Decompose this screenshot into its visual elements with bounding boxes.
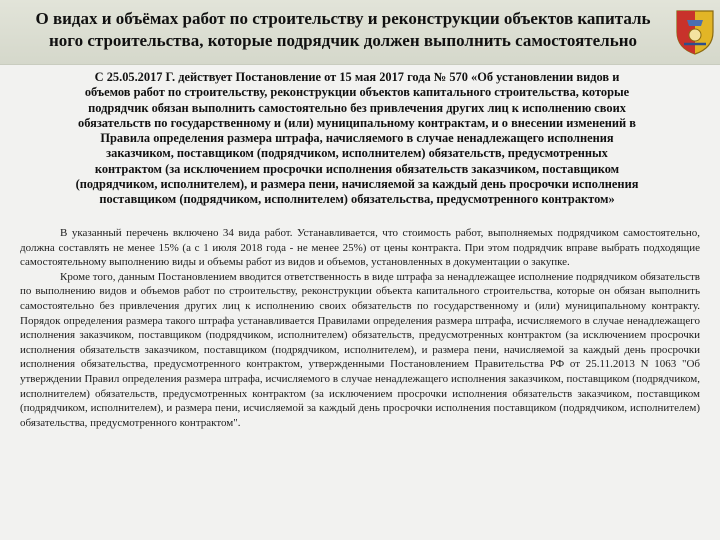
slide-title-line-2: ного строительства, которые подрядчик должен выполнить самостоятельно <box>49 31 637 50</box>
body-paragraph: Кроме того, данным Постановлением вводится ответственность в виде штрафа за ненадлежащее исполнение подрядчиком обязательств по выполнению видов и объемов работ по строительству, реконструкции объекта капитального строительства, которые он обязан выполнить самостоятельно без привлечения других лиц к исполнению своих обязательств по государственному и (или) муниципальному контракту. Порядок определения размера такого штрафа устанавливается Правилами определения размера штрафа, исчисляемого в случае ненадлежащего исполнения заказчиком, поставщиком (подрядчиком, исполнителем) обязательств, предусмотренных контрактом (за исключением просрочки исполнения обязательств заказчиком, поставщиком (подрядчиком, исполнителем), и размера пени, начисляемой за каждый день просрочки исполнения обязательства, предусмотренного контрактом, утвержденными Постановлением Правительства РФ от 25.11.2013 N 1063 "Об утверждении Правил определения размера штрафа, исчисляемого в случае ненадлежащего исполнения заказчиком, поставщиком (подрядчиком, исполнителем) обязательств, предусмотренных контрактом (за исключением просрочки исполнения обязательств заказчиком, поставщиком (подрядчиком, исполнителем), и размера пени, исчисляемой за каждый день просрочки исполнения поставщиком (подрядчиком, исполнителем) обязательства, предусмотренного контрактом". <box>20 270 700 429</box>
lead-line: Правила определения размера штрафа, начисляемого в случае ненадлежащего исполнения <box>100 131 614 146</box>
lead-line: (подрядчиком, исполнителем), и размера пени, начисляемой за каждый день просрочки исполнения <box>75 177 639 192</box>
lead-line: заказчиком, поставщиком (подрядчиком, исполнителем) обязательств, предусмотренных <box>106 146 608 161</box>
lead-line: обязательств по государственному и (или) муниципальному контрактам, и о внесении изменений в <box>78 115 636 130</box>
lead-line: поставщиком (подрядчиком, исполнителем) обязательства, предусмотренного контрактом» <box>99 192 615 207</box>
body-text <box>20 226 700 430</box>
lead-line: подрядчик обязан выполнить самостоятельно без привлечения других лиц к исполнению своих <box>88 100 626 115</box>
lead-paragraph <box>14 70 700 208</box>
lead-line: контрактом (за исключением просрочки исполнения обязательств заказчиком, поставщиком <box>94 161 620 176</box>
body-paragraph: В указанный перечень включено 34 вида работ. Устанавливается, что стоимость работ, выполняемых подрядчиком самостоятельно, должна составлять не менее 15% (а с 1 июля 2018 года - не менее 25%) от цены контракта. При этом подрядчик вправе выбрать подходящие самостоятельному выполнению виды и объемы работ из видов и объемов, установленных в документации о закупке. <box>20 227 700 269</box>
slide-title-line-1: О видах и объёмах работ по строительству и реконструкции объектов капиталь <box>35 9 651 28</box>
slide-title <box>18 8 668 52</box>
slide-header <box>0 0 720 65</box>
lead-line: С 25.05.2017 Г. действует Постановление от 15 мая 2017 года № 570 «Об установлении видов и <box>94 70 620 84</box>
lead-line: объемов работ по строительству, реконструкции объектов капитального строительства, которые <box>84 85 630 100</box>
coat-of-arms-icon <box>674 8 716 56</box>
